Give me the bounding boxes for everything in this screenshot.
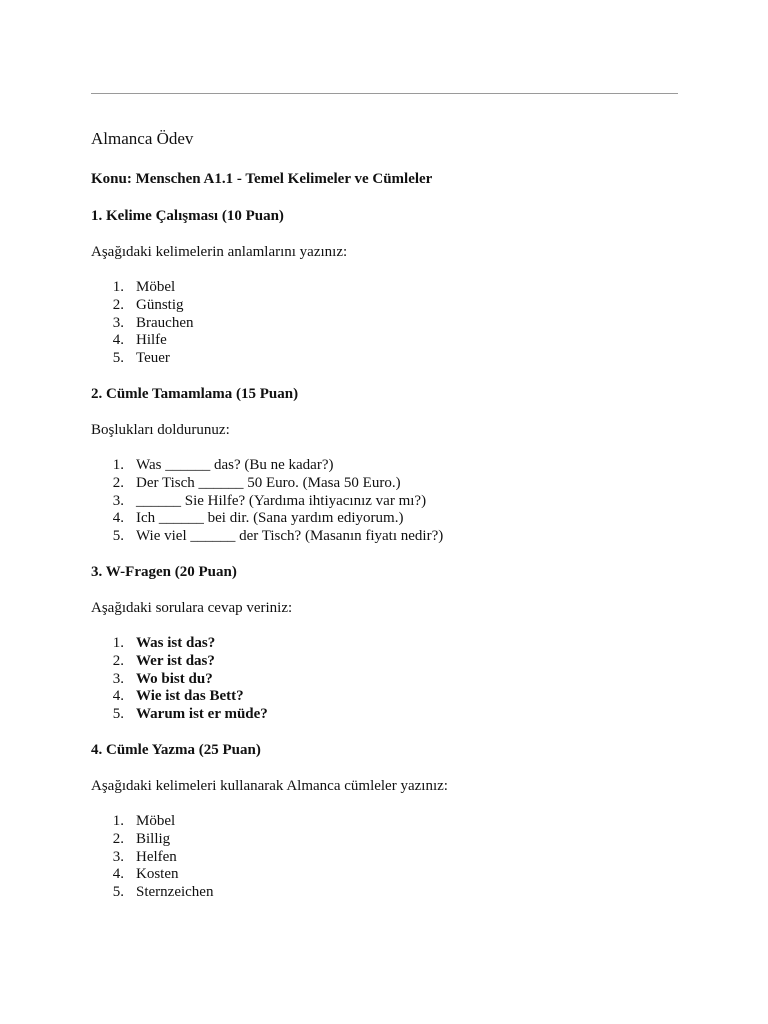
list-item — [91, 813, 678, 831]
list-item — [91, 279, 678, 297]
list-item-text: Was ist das? — [136, 634, 216, 651]
list-item-text: Brauchen — [136, 314, 194, 331]
section-instruction: Aşağıdaki kelimeleri kullanarak Almanca cümleler yazınız: — [91, 777, 448, 794]
list-item-text: Kosten — [136, 866, 179, 883]
list-number: 2. — [112, 830, 124, 847]
header-divider — [91, 93, 678, 94]
list-item — [91, 315, 678, 333]
list-item — [91, 457, 678, 475]
section-instruction: Boşlukları doldurunuz: — [91, 421, 230, 438]
section-w-questions — [91, 563, 678, 724]
list-item — [91, 297, 678, 315]
list-item-text: Günstig — [136, 296, 184, 313]
list-number: 4. — [112, 332, 124, 349]
list-item — [91, 884, 678, 902]
list-item-text: ______ Sie Hilfe? (Yardıma ihtiyacınız var mı?) — [136, 492, 427, 509]
list-number: 1. — [112, 279, 124, 295]
section-sentence-completion — [91, 385, 678, 546]
list-item — [91, 635, 678, 653]
list-item-text: Möbel — [136, 279, 176, 295]
list-item-text: Was ______ das? (Bu ne kadar?) — [136, 456, 334, 473]
list-item — [91, 510, 678, 528]
list-item-text: Wie viel ______ der Tisch? (Masanın fiyatı nedir?) — [136, 528, 444, 545]
list-item — [91, 475, 678, 493]
list-number: 2. — [112, 652, 124, 669]
numbered-list — [91, 457, 678, 546]
section-vocabulary — [91, 207, 678, 368]
list-item-text: Wie ist das Bett? — [136, 688, 244, 705]
section-heading: 1. Kelime Çalışması (10 Puan) — [91, 208, 284, 224]
list-item-text: Sternzeichen — [136, 884, 214, 901]
list-item-text: Wo bist du? — [136, 670, 213, 687]
numbered-list — [91, 635, 678, 724]
section-instruction: Aşağıdaki sorulara cevap veriniz: — [91, 599, 293, 616]
list-item — [91, 671, 678, 689]
numbered-list — [91, 279, 678, 368]
section-instruction: Aşağıdaki kelimelerin anlamlarını yazınız: — [91, 244, 348, 260]
list-number: 3. — [112, 848, 124, 865]
list-item — [91, 493, 678, 511]
list-item-text: Billig — [136, 830, 171, 847]
list-number: 5. — [112, 884, 124, 901]
list-number: 2. — [112, 474, 124, 491]
list-item-text: Möbel — [136, 812, 176, 829]
list-item-text: Helfen — [136, 848, 177, 865]
list-item — [91, 688, 678, 706]
list-item — [91, 866, 678, 884]
list-number: 5. — [112, 350, 124, 367]
list-item — [91, 849, 678, 867]
list-item — [91, 332, 678, 350]
list-item-text: Teuer — [136, 350, 170, 367]
document-topic: Konu: Menschen A1.1 - Temel Kelimeler ve Cümleler — [91, 171, 433, 187]
list-item — [91, 653, 678, 671]
numbered-list — [91, 813, 678, 902]
list-number: 1. — [112, 634, 124, 651]
list-item — [91, 528, 678, 546]
document-title: Almanca Ödev — [91, 129, 194, 148]
list-item — [91, 350, 678, 368]
list-number: 5. — [112, 706, 124, 723]
list-number: 3. — [112, 492, 124, 509]
list-number: 2. — [112, 296, 124, 313]
list-number: 4. — [112, 866, 124, 883]
list-number: 4. — [112, 688, 124, 705]
list-number: 1. — [112, 456, 124, 473]
list-item-text: Der Tisch ______ 50 Euro. (Masa 50 Euro.) — [136, 474, 401, 491]
list-number: 3. — [112, 670, 124, 687]
list-item — [91, 706, 678, 724]
list-item-text: Warum ist er müde? — [136, 706, 268, 723]
list-number: 4. — [112, 510, 124, 527]
list-item-text: Wer ist das? — [136, 652, 215, 669]
list-number: 1. — [112, 812, 124, 829]
list-item-text: Ich ______ bei dir. (Sana yardım ediyorum.) — [136, 510, 404, 527]
list-item — [91, 831, 678, 849]
document-body — [91, 127, 678, 919]
list-item-text: Hilfe — [136, 332, 167, 349]
list-number: 5. — [112, 528, 124, 545]
section-heading: 2. Cümle Tamamlama (15 Puan) — [91, 385, 299, 402]
list-number: 3. — [112, 314, 124, 331]
section-heading: 4. Cümle Yazma (25 Puan) — [91, 741, 261, 758]
section-heading: 3. W-Fragen (20 Puan) — [91, 563, 237, 580]
section-sentence-writing — [91, 741, 678, 902]
